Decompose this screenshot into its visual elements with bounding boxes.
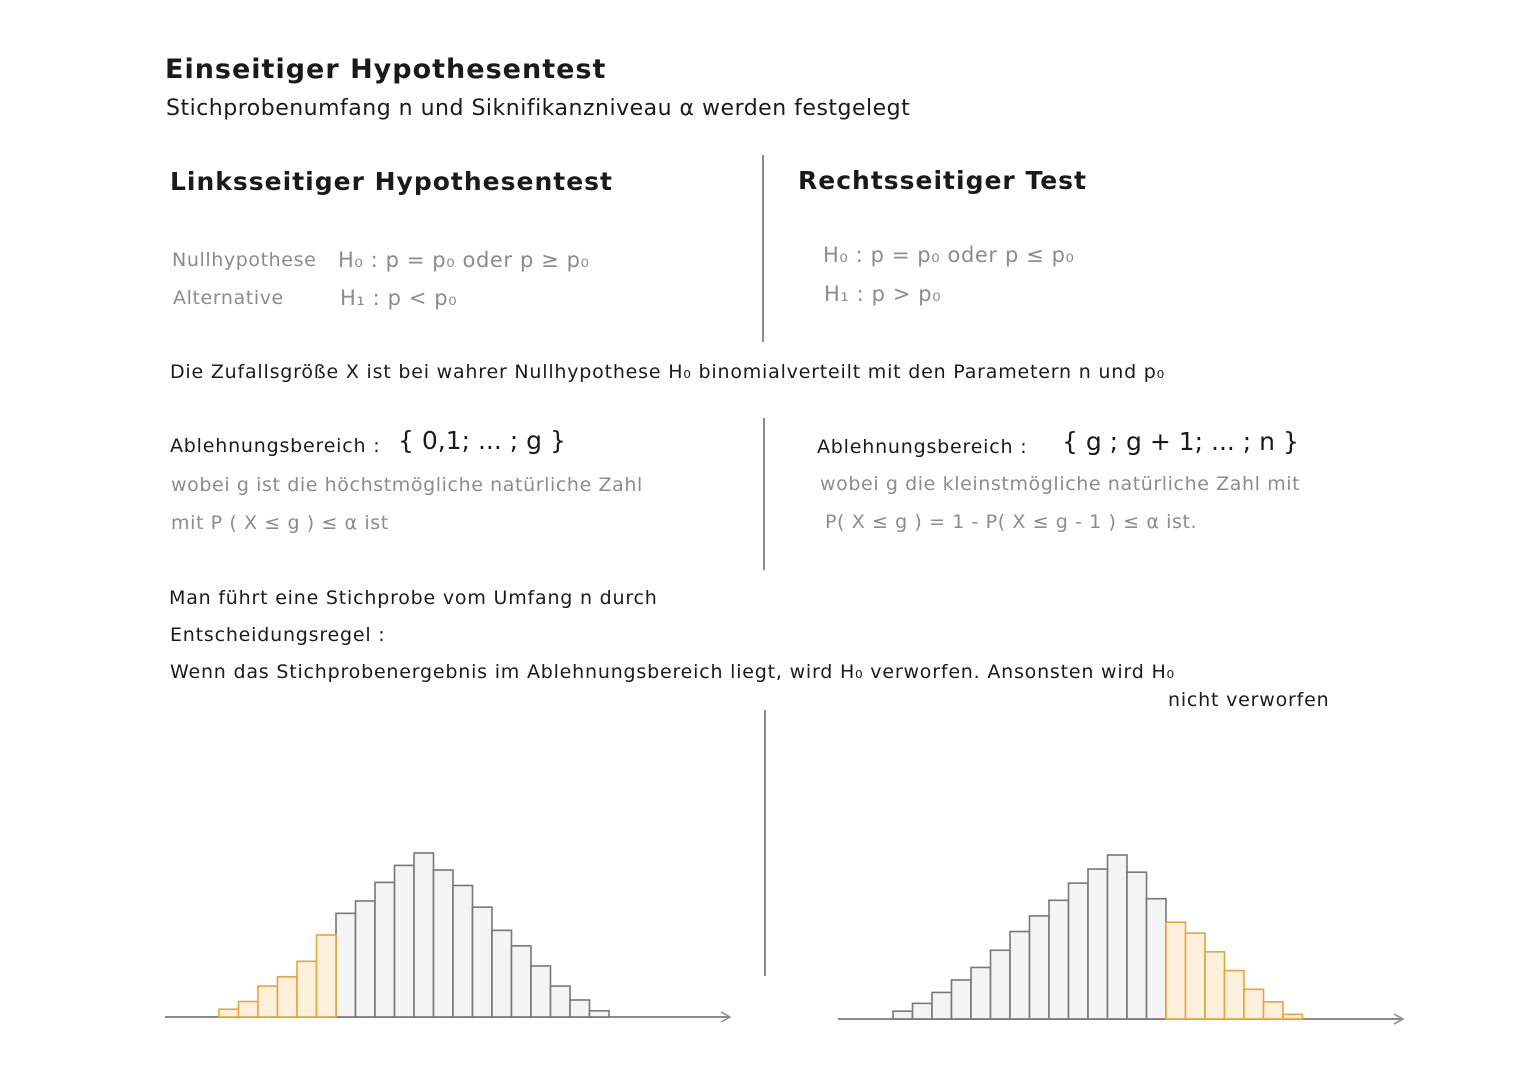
acceptance-bar — [336, 913, 356, 1017]
acceptance-bar — [991, 950, 1011, 1019]
left-reject-set: { 0,1; ... ; g } — [398, 426, 566, 455]
right-reject-set: { g ; g + 1; ... ; n } — [1062, 427, 1299, 456]
acceptance-bar — [356, 901, 376, 1017]
right-null-hypothesis: H₀ : p = p₀ oder p ≤ p₀ — [823, 243, 1075, 267]
right-reject-label: Ablehnungsbereich : — [817, 436, 1028, 458]
acceptance-bar — [1147, 899, 1167, 1019]
acceptance-bar — [971, 967, 991, 1019]
rejection-bar — [1264, 1002, 1284, 1019]
left-reject-explain-1: wobei g ist die höchstmögliche natürliche Zahl — [171, 474, 643, 496]
acceptance-bar — [375, 882, 395, 1017]
acceptance-bar — [952, 980, 972, 1019]
acceptance-bar — [590, 1011, 610, 1017]
acceptance-bar — [893, 1011, 913, 1019]
rejection-bar — [1283, 1014, 1303, 1019]
rejection-bar — [1166, 922, 1186, 1019]
rejection-bar — [1205, 952, 1225, 1019]
acceptance-bar — [531, 966, 551, 1017]
rejection-bar — [1225, 971, 1245, 1019]
decision-rule-text: Wenn das Stichprobenergebnis im Ablehnungsbereich liegt, wird H₀ verworfen. Ansonsten wird H₀ — [170, 661, 1175, 683]
left-null-hypothesis: H₀ : p = p₀ oder p ≥ p₀ — [338, 248, 590, 272]
rejection-bar — [1186, 933, 1206, 1019]
acceptance-bar — [1127, 872, 1147, 1019]
decision-rule-label: Entscheidungsregel : — [170, 624, 386, 646]
acceptance-bar — [1069, 883, 1089, 1019]
acceptance-bar — [932, 992, 952, 1019]
rejection-bar — [317, 935, 337, 1017]
left-heading: Linksseitiger Hypothesentest — [170, 167, 613, 196]
acceptance-bar — [1010, 932, 1030, 1019]
acceptance-bar — [1030, 916, 1050, 1019]
acceptance-bar — [1108, 855, 1128, 1019]
left-alt-label: Alternative — [173, 287, 284, 309]
acceptance-bar — [434, 870, 454, 1017]
left-null-label: Nullhypothese — [172, 249, 317, 271]
right-tailed-histogram — [833, 830, 1423, 1035]
acceptance-bar — [570, 1000, 590, 1017]
acceptance-bar — [414, 853, 434, 1017]
acceptance-bar — [1049, 900, 1069, 1019]
right-heading: Rechtsseitiger Test — [798, 166, 1087, 195]
acceptance-bar — [1088, 869, 1108, 1019]
decision-rule-text-2: nicht verworfen — [1168, 689, 1330, 711]
acceptance-bar — [453, 885, 473, 1017]
acceptance-bar — [492, 930, 512, 1017]
page-title: Einseitiger Hypothesentest — [165, 54, 607, 85]
rejection-bar — [278, 977, 298, 1017]
rejection-bar — [219, 1009, 239, 1017]
section-divider-middle — [763, 418, 765, 570]
rejection-bar — [297, 961, 317, 1017]
acceptance-bar — [473, 907, 493, 1017]
page-subtitle: Stichprobenumfang n und Siknifikanzniveau α werden festgelegt — [166, 96, 911, 121]
procedure-sample: Man führt eine Stichprobe vom Umfang n durch — [169, 587, 658, 609]
left-tailed-histogram — [160, 830, 750, 1035]
acceptance-bar — [512, 946, 532, 1017]
right-alt-hypothesis: H₁ : p > p₀ — [824, 282, 942, 306]
section-divider-top — [762, 155, 764, 342]
acceptance-bar — [913, 1003, 933, 1019]
distribution-note: Die Zufallsgröße X ist bei wahrer Nullhypothese H₀ binomialverteilt mit den Parametern n und p₀ — [170, 361, 1166, 383]
rejection-bar — [239, 1002, 259, 1017]
section-divider-bottom — [764, 710, 766, 976]
right-reject-explain-1: wobei g die kleinstmögliche natürliche Zahl mit — [820, 473, 1301, 495]
rejection-bar — [1244, 989, 1264, 1019]
acceptance-bar — [551, 986, 571, 1017]
right-reject-explain-2: P( X ≤ g ) = 1 - P( X ≤ g - 1 ) ≤ α ist. — [825, 511, 1198, 533]
left-reject-explain-2: mit P ( X ≤ g ) ≤ α ist — [171, 512, 389, 534]
left-reject-label: Ablehnungsbereich : — [170, 435, 381, 457]
rejection-bar — [258, 986, 278, 1017]
left-alt-hypothesis: H₁ : p < p₀ — [340, 286, 458, 310]
acceptance-bar — [395, 865, 415, 1017]
